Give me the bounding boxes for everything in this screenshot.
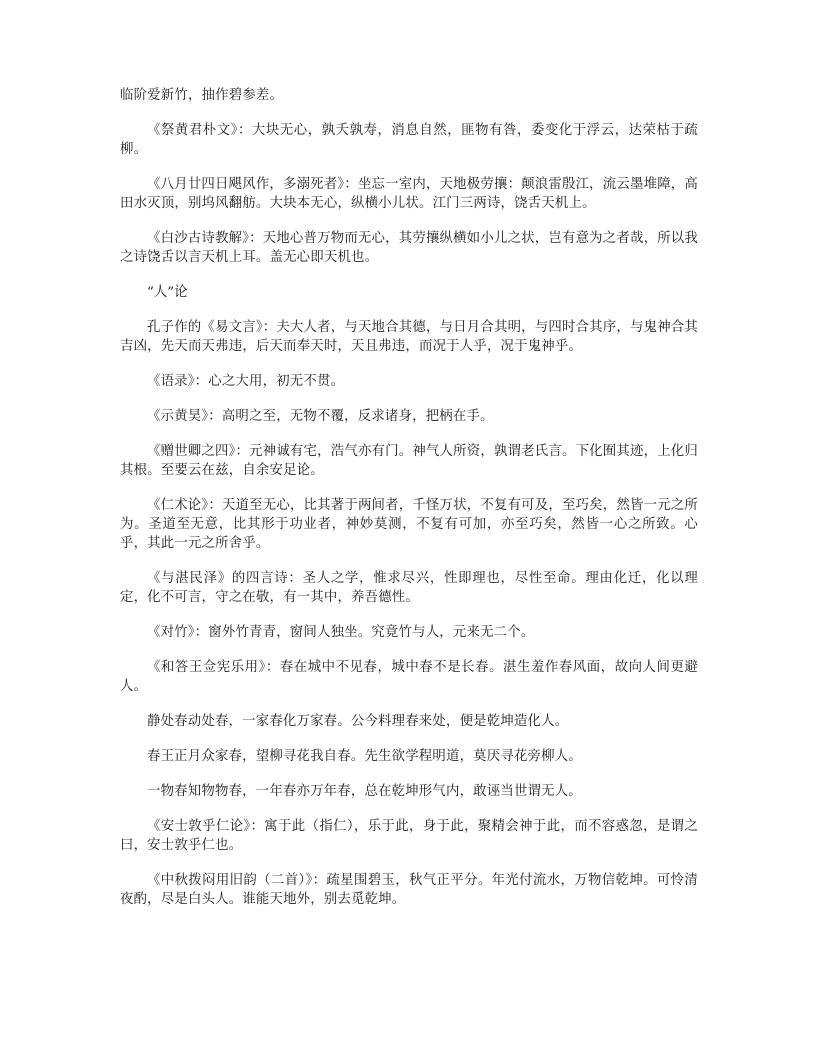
paragraph-17: 《中秋拨闷用旧韵（二首）》：疏星围碧玉，秋气正平分。年光付流水，万物信乾坤。可怜清夜酌，尽是白头人。谁能天地外，别去觅乾坤。 [120,873,698,907]
paragraph-14: 春王正月众家春，望柳寻花我自春。先生欲学程明道，莫厌寻花旁柳人。 [147,749,582,764]
paragraph-8: 《赠世卿之四》：元神诚有宅，浩气亦有门。神气人所资，孰谓老氏言。下化囿其迹，上化归其根。至要云在兹，自余安足论。 [120,444,698,478]
paragraph-2: 《祭黄君朴文》：大块无心，孰夭孰寿，消息自然，匪物有咎，委变化于浮云，达荣枯于疏柳。 [120,123,698,157]
paragraph-6: 《语录》：心之大用，初无不贯。 [147,374,345,389]
paragraph-10: 《与湛民泽》的四言诗：圣人之学，惟求尽兴，性即理也，尽性至命。理由化迁，化以理定，化不可言，守之在敬，有一其中，养吾德性。 [120,571,698,605]
document-page [120,86,698,925]
section-heading: “人”论 [147,285,188,300]
paragraph-1: 临阶爱新竹，抽作碧参差。 [120,88,284,103]
paragraph-11: 《对竹》：窗外竹青青，窗间人独坐。究竟竹与人，元来无二个。 [147,625,535,640]
paragraph-12: 《和答王佥宪乐用》：春在城中不见春，城中春不是长春。湛生羞作春风面，故向人间更避人。 [120,660,698,694]
paragraph-4: 《白沙古诗教解》：天地心普万物而无心，其劳攘纵横如小儿之状，岂有意为之者哉，所以我之诗饶舌以言天机上耳。盖无心即天机也。 [120,231,698,265]
paragraph-16: 《安士敦乎仁论》：寓于此（指仁），乐于此，身于此，聚精会神于此，而不容惑忽，是谓之曰，安士敦乎仁也。 [120,819,698,853]
paragraph-15: 一物春知物物春，一年春亦万年春，总在乾坤形气内，敢诬当世谓无人。 [147,784,582,799]
paragraph-13: 静处春动处春，一家春化万家春。公今料理春来处，便是乾坤造化人。 [147,714,569,729]
paragraph-7: 《示黄昊》：高明之至，无物不覆，反求诸身，把柄在手。 [147,409,494,424]
paragraph-9: 《仁术论》：天道至无心，比其著于两间者，千怪万状，不复有可及，至巧矣，然皆一元之所为。圣道至无意，比其形于功业者，神妙莫测，不复有可加，亦至巧矣，然皆一心之所致。心乎，其此一元之所舍乎。 [120,498,698,551]
paragraph-5: 孔子作的《易文言》：夫大人者，与天地合其德，与日月合其明，与四时合其序，与鬼神合其吉凶，先天而天弗违，后天而奉天时，天且弗违，而况于人乎，况于鬼神乎。 [120,320,698,354]
paragraph-3: 《八月廿四日飓风作，多溺死者》：坐忘一室内，天地极劳攘：颠浪雷殷江，流云墨堆障，高田水灭顶，别坞风翻舫。大块本无心，纵横小儿状。江门三两诗，饶舌天机上。 [120,177,698,211]
